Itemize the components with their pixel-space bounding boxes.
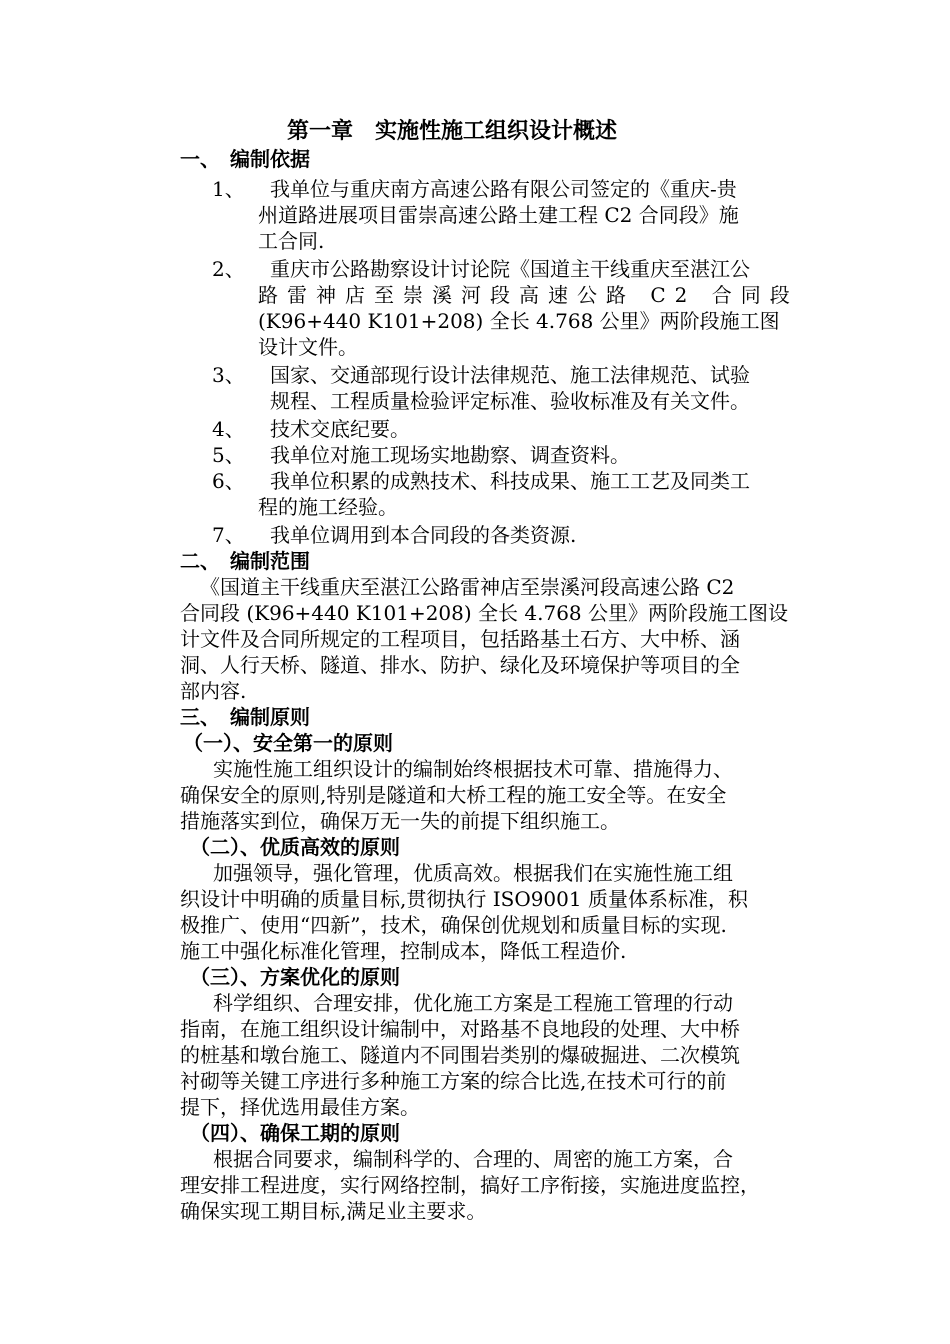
section-heading-2: 二、 编制范围 [180, 549, 310, 573]
item-2-line-3: (K96+440 K101+208) 全长 4.768 公里》两阶段施工图 [258, 309, 780, 333]
sub1-line-1: 实施性施工组织设计的编制始终根据技术可靠、措施得力、 [213, 757, 733, 781]
sub3-line-5: 提下，择优选用最佳方案。 [180, 1095, 420, 1119]
sub3-line-3: 的桩基和墩台施工、隧道内不同围岩类别的爆破掘进、二次模筑 [180, 1043, 740, 1067]
sub3-line-4: 衬砌等关键工序进行多种施工方案的综合比选,在技术可行的前 [180, 1069, 727, 1093]
sub1-line-2: 确保安全的原则,特别是隧道和大桥工程的施工安全等。在安全 [180, 783, 727, 807]
sub4-line-2: 理安排工程进度，实行网络控制，搞好工序衔接，实施进度监控， [180, 1173, 760, 1197]
item-6-line-1: 我单位积累的成熟技术、科技成果、施工工艺及同类工 [270, 469, 750, 493]
item-number-6: 6、 [212, 469, 245, 493]
sub2-line-1: 加强领导，强化管理，优质高效。根据我们在实施性施工组 [213, 861, 733, 885]
sub3-line-1: 科学组织、合理安排，优化施工方案是工程施工管理的行动 [213, 991, 733, 1015]
subsection-heading-3: （三）、方案优化的原则 [190, 965, 400, 989]
chapter-title: 第一章 实施性施工组织设计概述 [287, 118, 618, 144]
sub3-line-2: 指南，在施工组织设计编制中，对路基不良地段的处理、大中桥 [180, 1017, 740, 1041]
subsection-heading-2: （二）、优质高效的原则 [190, 835, 400, 859]
item-number-3: 3、 [212, 363, 245, 387]
item-5-line-1: 我单位对施工现场实地勘察、调查资料。 [270, 443, 630, 467]
item-number-5: 5、 [212, 443, 245, 467]
item-2-line-2: 路雷神店至崇溪河段高速公路 C2 合同段 [258, 283, 799, 307]
sub2-line-3: 极推广、使用“四新”，技术，确保创优规划和质量目标的实现. [180, 913, 727, 937]
item-1-line-2: 州道路进展项目雷崇高速公路土建工程 C2 合同段》施 [258, 203, 739, 227]
item-1-line-1: 我单位与重庆南方高速公路有限公司签定的《重庆-贵 [270, 177, 737, 201]
sub2-line-4: 施工中强化标准化管理，控制成本，降低工程造价. [180, 939, 627, 963]
item-2-line-1: 重庆市公路勘察设计讨论院《国道主干线重庆至湛江公 [270, 257, 750, 281]
section-heading-1: 一、 编制依据 [180, 147, 310, 171]
item-number-7: 7、 [212, 523, 245, 547]
scope-line-4: 洞、人行天桥、隧道、排水、防护、绿化及环境保护等项目的全 [180, 653, 740, 677]
scope-line-2: 合同段 (K96+440 K101+208) 全长 4.768 公里》两阶段施工图设 [180, 601, 789, 625]
sub4-line-3: 确保实现工期目标,满足业主要求。 [180, 1199, 487, 1223]
subsection-heading-4: （四）、确保工期的原则 [190, 1121, 400, 1145]
item-1-line-3: 工合同. [258, 229, 325, 253]
sub2-line-2: 织设计中明确的质量目标,贯彻执行 ISO9001 质量体系标准，积 [180, 887, 748, 911]
item-number-2: 2、 [212, 257, 245, 281]
item-number-1: 1、 [212, 177, 245, 201]
item-number-4: 4、 [212, 417, 245, 441]
item-4-line-1: 技术交底纪要。 [270, 417, 410, 441]
item-3-line-1: 国家、交通部现行设计法律规范、施工法律规范、试验 [270, 363, 750, 387]
item-3-line-2: 规程、工程质量检验评定标准、验收标准及有关文件。 [270, 389, 750, 413]
subsection-heading-1: （一）、安全第一的原则 [183, 731, 393, 755]
item-7-line-1: 我单位调用到本合同段的各类资源. [270, 523, 577, 547]
scope-line-5: 部内容. [180, 679, 247, 703]
sub1-line-3: 措施落实到位，确保万无一失的前提下组织施工。 [180, 809, 620, 833]
item-2-line-4: 设计文件。 [258, 335, 358, 359]
scope-line-3: 计文件及合同所规定的工程项目，包括路基土石方、大中桥、涵 [180, 627, 740, 651]
sub4-line-1: 根据合同要求，编制科学的、合理的、周密的施工方案，合 [213, 1147, 733, 1171]
section-heading-3: 三、 编制原则 [180, 705, 310, 729]
item-6-line-2: 程的施工经验。 [258, 495, 398, 519]
scope-line-1: 《国道主干线重庆至湛江公路雷神店至崇溪河段高速公路 C2 [200, 575, 735, 599]
